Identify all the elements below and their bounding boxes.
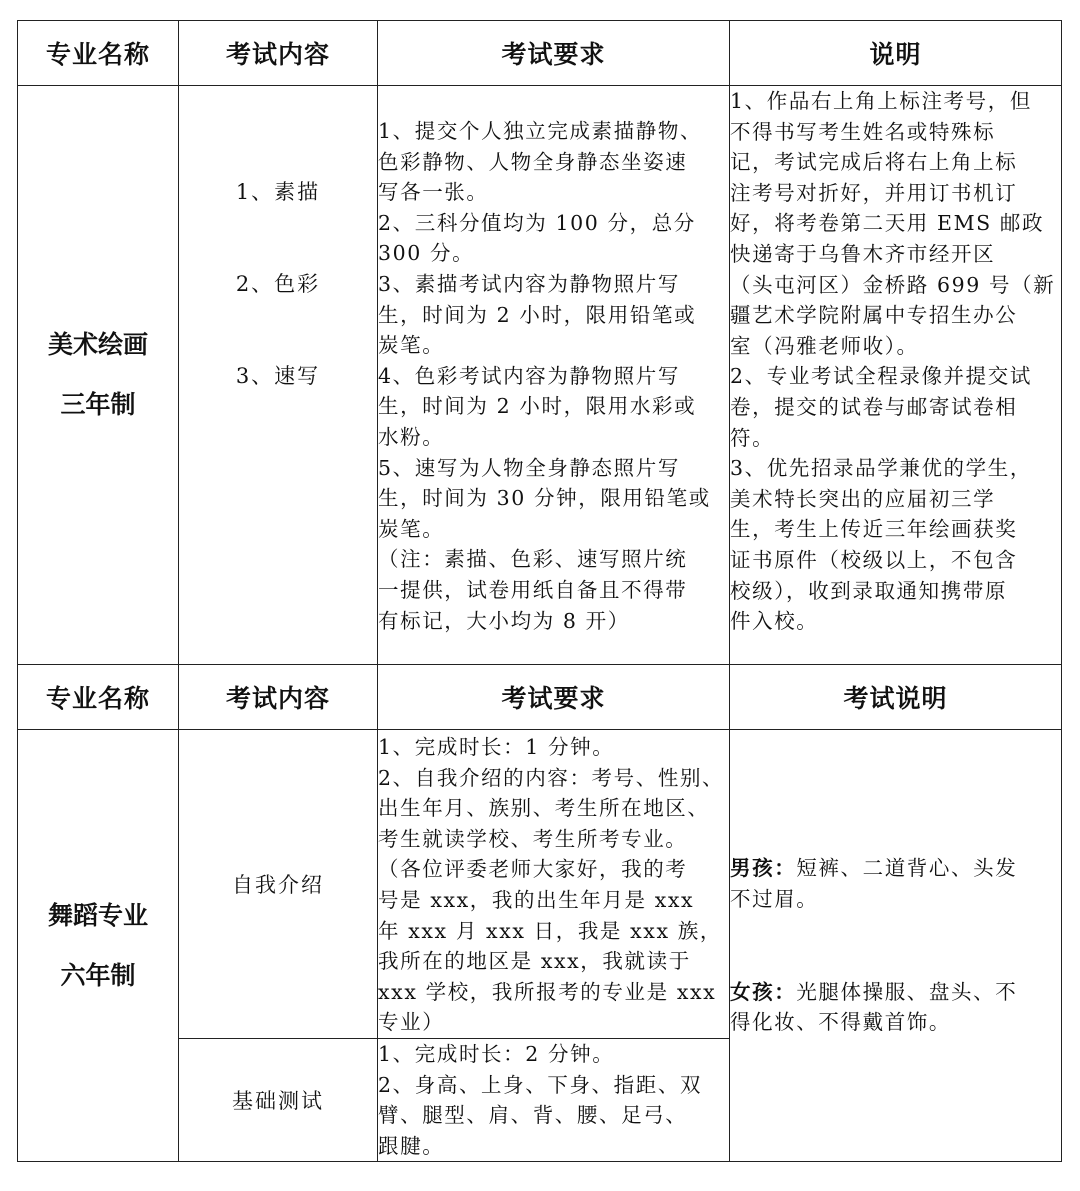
dance-basic-req-line: 跟腱。: [378, 1133, 445, 1158]
dance-intro-req-line: 号是 xxx，我的出生年月是 xxx: [378, 887, 695, 912]
art-note-line: 室（冯雅老师收）。: [730, 333, 919, 358]
boy-note-cont: 不过眉。: [730, 887, 819, 912]
art-req-line: 2、三科分值均为 100 分，总分: [378, 210, 696, 235]
dance-intro-req-line: xxx 学校，我所报考的专业是 xxx: [378, 979, 717, 1004]
dance-intro-req-line: 年 xxx 月 xxx 日，我是 xxx 族，: [378, 918, 722, 943]
art-req-line: 炭笔。: [378, 333, 445, 358]
dance-basic-req-line: 1、完成时长：2 分钟。: [378, 1041, 615, 1066]
art-req-line: 有标记，大小均为 8 开）: [378, 608, 630, 633]
art-major-title: 美术绘画: [47, 330, 148, 359]
dance-intro-req-line: （各位评委老师大家好，我的考: [378, 857, 688, 882]
dance-intro-req-line: 2、自我介绍的内容：考号、性别、: [378, 765, 725, 790]
art-note-line: 不得书写考生姓名或特殊标: [730, 119, 996, 144]
girl-note: [730, 977, 1061, 1008]
table1-header-row: [18, 21, 1062, 86]
art-req-line: （注：素描、色彩、速写照片统: [378, 547, 688, 572]
art-subjects-cell: [179, 86, 378, 665]
dance-basic-req-line: 2、身高、上身、下身、指距、双: [378, 1072, 703, 1097]
art-req-line: 300 分。: [378, 241, 475, 266]
dance-intro-req-line: 专业）: [378, 1010, 445, 1035]
art-major-cell: [18, 86, 179, 665]
admission-table: [17, 20, 1062, 1162]
dance-basic-req-line: 臂、腿型、肩、背、腰、足弓、: [378, 1103, 688, 1128]
header-exam-requirements: 考试要求: [378, 665, 730, 730]
art-requirements-cell: [378, 86, 730, 665]
header-exam-notes: 考试说明: [730, 665, 1062, 730]
art-note-line: 注考号对折好，并用订书机订: [730, 180, 1018, 205]
art-note-line: 校级），收到录取通知携带原: [730, 578, 1008, 603]
girl-note-cont: 得化妆、不得戴首饰。: [730, 1010, 951, 1035]
girl-text-1: 光腿体操服、盘头、不: [796, 979, 1018, 1004]
header-major-name: 专业名称: [18, 665, 179, 730]
header-exam-content: 考试内容: [179, 665, 378, 730]
dance-subject-intro: 自我介绍: [179, 730, 378, 1039]
art-note-line: （头屯河区）金桥路 699 号（新: [730, 272, 1056, 297]
subject-speed-sketch: 3、速写: [235, 364, 321, 388]
art-req-line: 写各一张。: [378, 180, 489, 205]
dance-intro-req-line: 出生年月、族别、考生所在地区、: [378, 796, 710, 821]
art-notes-cell: [730, 86, 1062, 665]
art-note-line: 3、优先招录品学兼优的学生，: [730, 456, 1032, 481]
art-note-line: 1、作品右上角上标注考号，但: [730, 89, 1032, 113]
art-req-line: 炭笔。: [378, 516, 445, 541]
art-note-line: 符。: [730, 425, 775, 450]
header-exam-content: 考试内容: [179, 21, 378, 86]
art-major-duration: 三年制: [60, 390, 136, 419]
art-req-line: 生，时间为 2 小时，限用水彩或: [378, 394, 697, 419]
art-req-line: 生，时间为 30 分钟，限用铅笔或: [378, 486, 711, 511]
art-req-line: 水粉。: [378, 424, 445, 449]
art-req-line: 生，时间为 2 小时，限用铅笔或: [378, 302, 697, 327]
notes-spacer: [730, 915, 1061, 977]
dance-basic-requirements-cell: [378, 1038, 730, 1161]
art-req-line: 5、速写为人物全身静态照片写: [378, 455, 680, 480]
art-req-line: 色彩静物、人物全身静态坐姿速: [378, 149, 688, 174]
dance-intro-requirements-cell: [378, 730, 730, 1039]
boy-text-1: 短裤、二道背心、头发: [796, 856, 1018, 881]
art-note-line: 卷，提交的试卷与邮寄试卷相: [730, 394, 1018, 419]
header-notes: 说明: [730, 21, 1062, 86]
dance-intro-req-line: 1、完成时长：1 分钟。: [378, 735, 615, 759]
dance-major-title: 舞蹈专业: [47, 900, 148, 930]
art-note-line: 2、专业考试全程录像并提交试: [730, 364, 1032, 389]
subject-sketch: 1、素描: [235, 180, 321, 204]
dance-major-duration: 六年制: [60, 960, 136, 990]
art-req-line: 1、提交个人独立完成素描静物、: [378, 119, 703, 143]
table2-header-row: [18, 665, 1062, 730]
dance-intro-row: [18, 730, 1062, 1039]
girl-label: 女孩：: [730, 979, 797, 1004]
art-req-line: 一提供，试卷用纸自备且不得带: [378, 577, 688, 602]
art-note-line: 快递寄于乌鲁木齐市经开区: [730, 241, 996, 266]
art-req-line: 4、色彩考试内容为静物照片写: [378, 363, 680, 388]
art-note-line: 疆艺术学院附属中专招生办公: [730, 303, 1018, 328]
header-major-name: 专业名称: [18, 21, 179, 86]
dance-major-cell: [18, 730, 179, 1162]
dance-notes-cell: [730, 730, 1062, 1162]
header-exam-requirements: 考试要求: [378, 21, 730, 86]
art-req-line: 3、素描考试内容为静物照片写: [378, 271, 680, 296]
art-note-line: 生，考生上传近三年绘画获奖: [730, 517, 1018, 542]
art-major-row: [18, 86, 1062, 665]
art-note-line: 美术特长突出的应届初三学: [730, 486, 996, 511]
art-note-line: 好，将考卷第二天用 EMS 邮政: [730, 211, 1045, 236]
art-note-line: 记，考试完成后将右上角上标: [730, 150, 1018, 175]
boy-note: [730, 853, 1061, 884]
dance-subject-basic: 基础测试: [179, 1038, 378, 1161]
art-note-line: 件入校。: [730, 609, 819, 634]
dance-intro-req-line: 我所在的地区是 xxx，我就读于: [378, 949, 691, 974]
boy-label: 男孩：: [730, 856, 797, 881]
dance-intro-req-line: 考生就读学校、考生所考专业。: [378, 826, 688, 851]
subject-color: 2、色彩: [235, 272, 321, 296]
art-note-line: 证书原件（校级以上，不包含: [730, 547, 1018, 572]
